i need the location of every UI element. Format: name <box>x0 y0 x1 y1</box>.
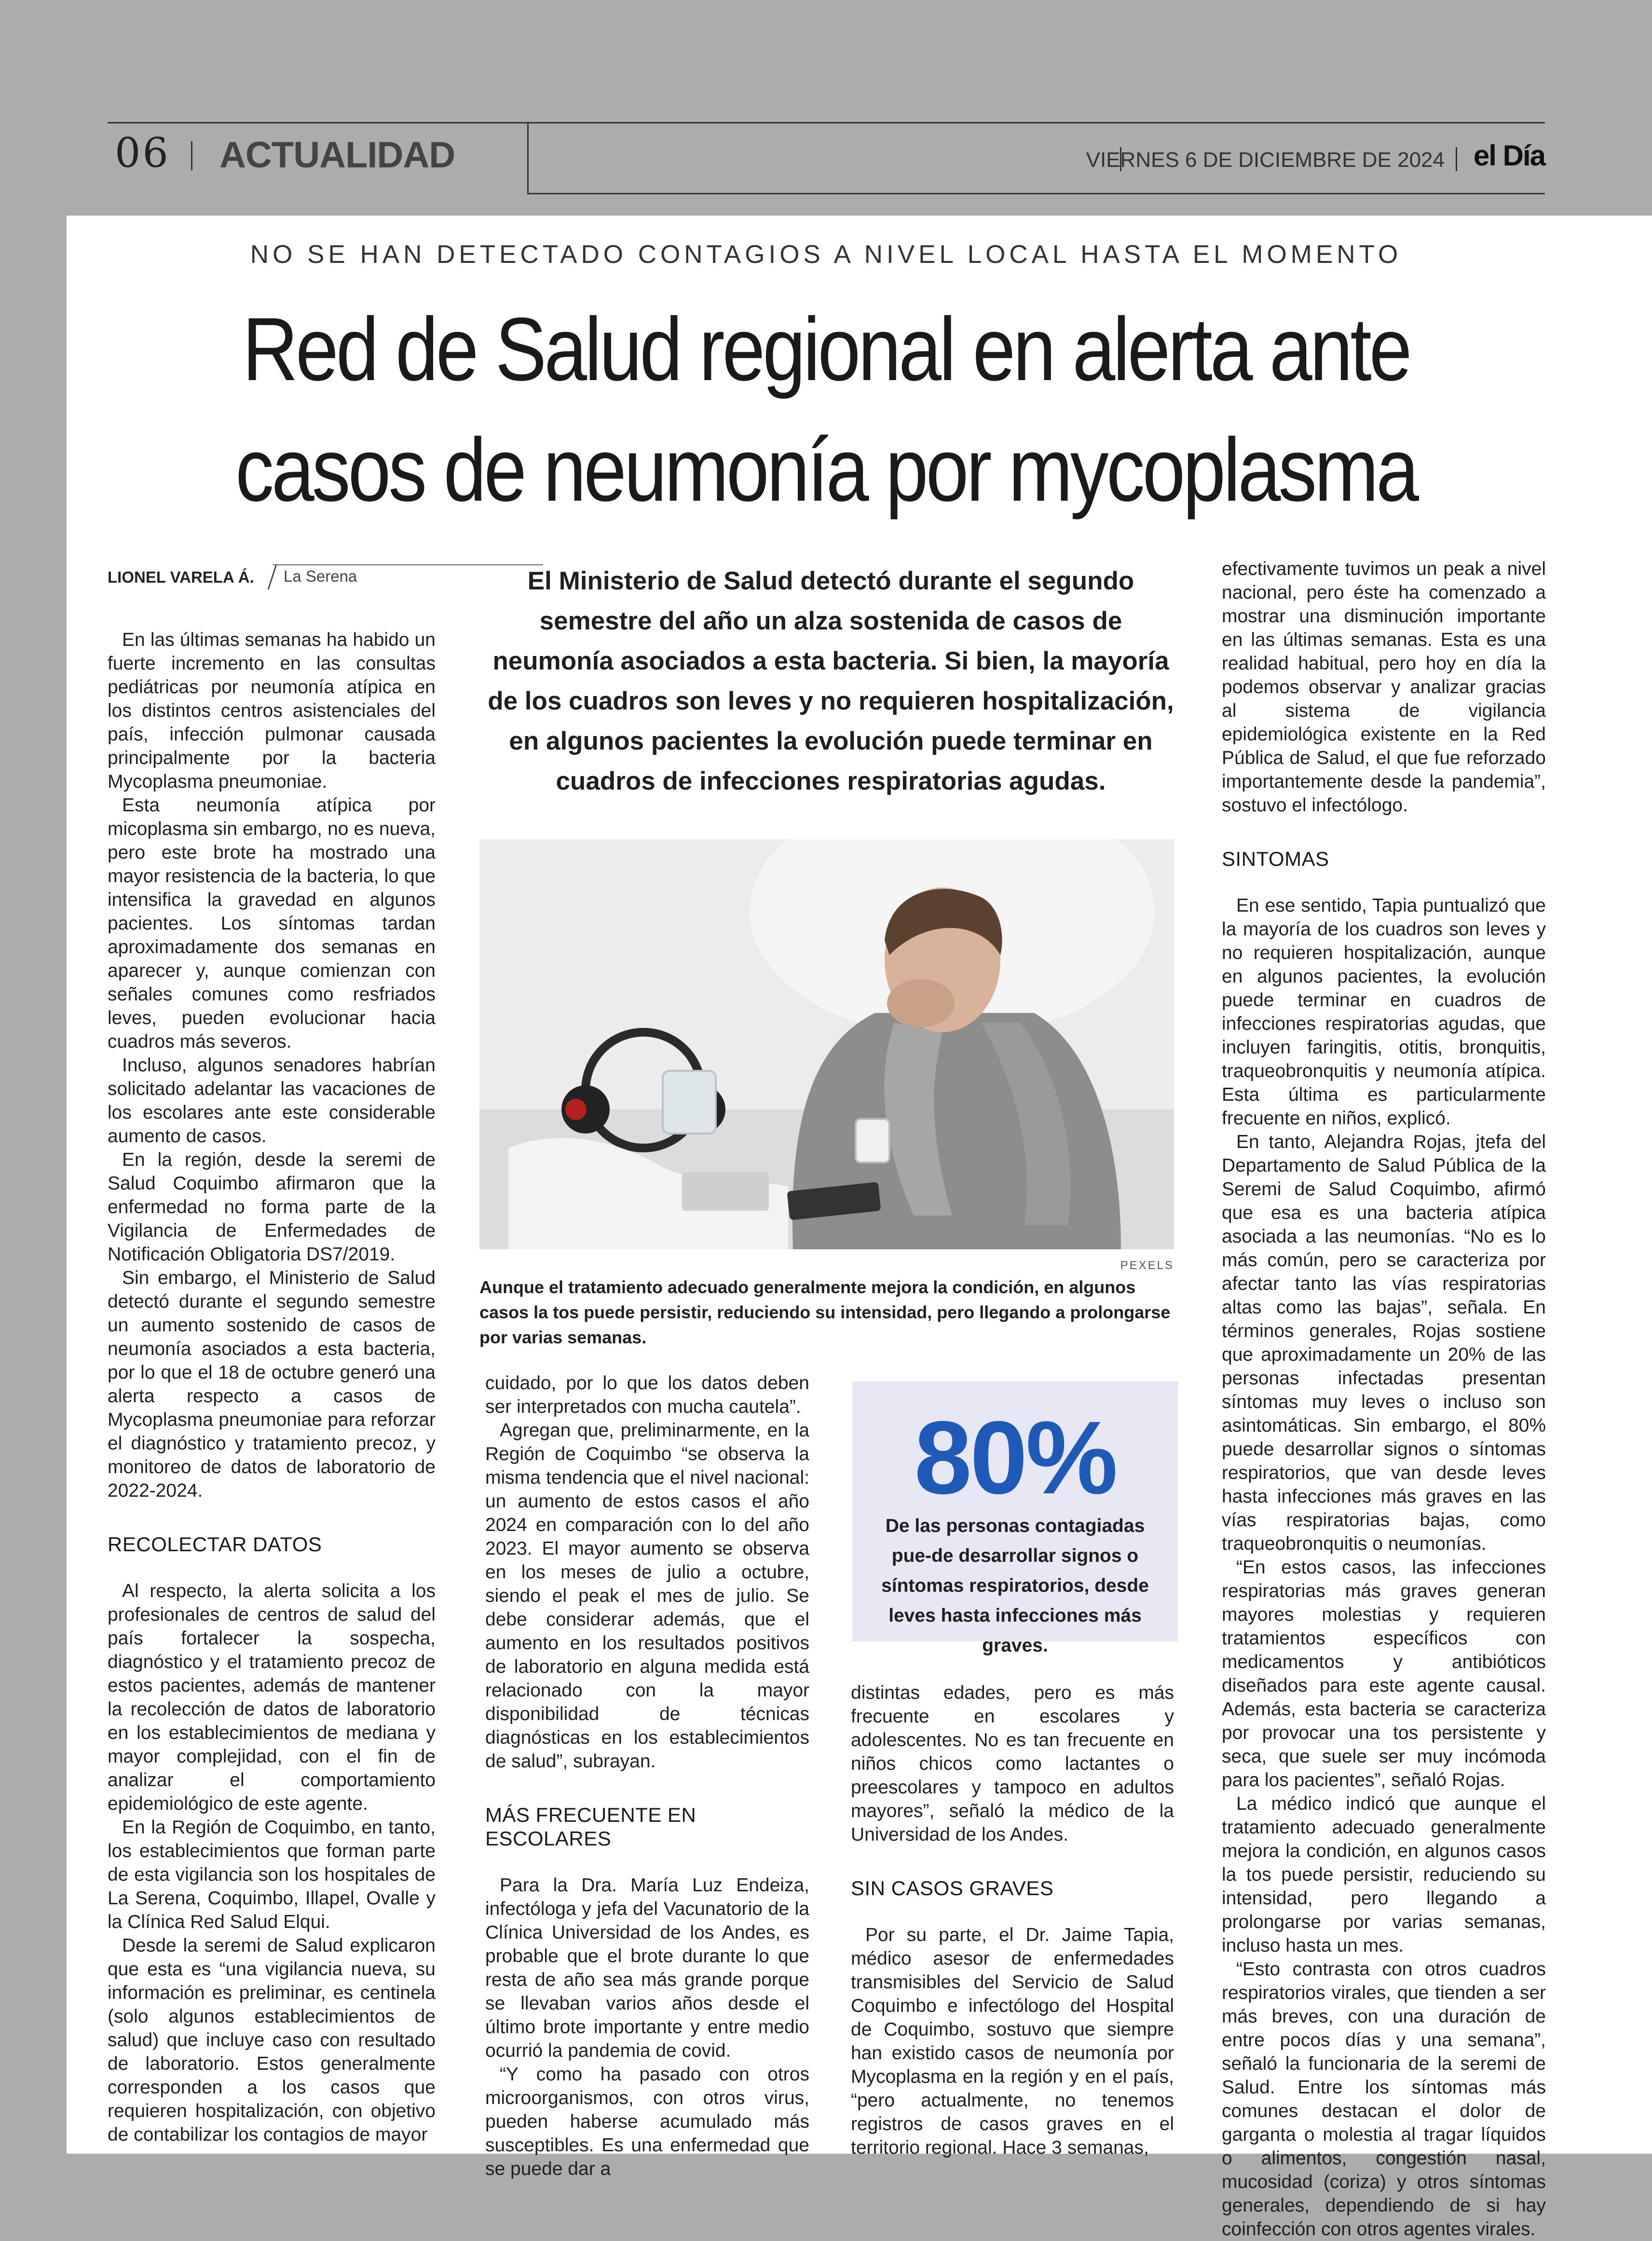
text-column-1 <box>108 628 436 2146</box>
byline-slash <box>268 564 277 589</box>
paragraph: En la Región de Coquimbo, en tanto, los establecimientos que forman parte de esta vigilancia son los hospitales de La Serena, Coquimbo, Illapel, Ovalle y la Clínica Red Salud Elqui. <box>108 1817 436 1932</box>
header-divider <box>527 122 529 194</box>
paragraph: Para la Dra. María Luz Endeiza, infectóloga y jefa del Vacunatorio de la Clínica Universidad de los Andes, es probable que el brote durante lo que resta de año sea más grande porque se llevaban varios años desde el último brote importante y entre medio ocurrió la pandemia de covid. <box>485 1875 809 2061</box>
paragraph: Al respecto, la alerta solicita a los profesionales de centros de salud del país fortalecer la sospecha, diagnóstico y el tratamiento precoz de estos pacientes, además de mantener la recolección de datos de laboratorio en los establecimientos de mediana y mayor complejidad, con el fin de analizar el comportamiento epidemiológico de este agente. <box>108 1581 436 1814</box>
paragraph: distintas edades, pero es más frecuente en escolares y adolescentes. No es tan frecuente en niños chicos como lactantes o preescolares y tampoco en adultos mayores”, señaló la médico de la Universidad de los Andes. <box>851 1682 1174 1845</box>
byline-place: La Serena <box>284 567 357 585</box>
paragraph: La médico indicó que aunque el tratamiento adecuado generalmente mejora la condición, en algunos casos la tos puede persistir, reduciendo su intensidad, pero llegando a prolongarse por varias semanas, incluso hasta un mes. <box>1222 1793 1546 1956</box>
text-column-4 <box>1222 557 1546 2241</box>
photo-credit: PEXELS <box>1120 1259 1174 1272</box>
photo-caption: Aunque el tratamiento adecuado generalmente mejora la condición, en algunos casos la tos puede persistir, reduciendo su intensidad, pero llegando a prolongarse por varias semanas. <box>479 1277 1171 1347</box>
paragraph: cuidado, por lo que los datos deben ser interpretados con mucha cautela”. <box>485 1373 809 1417</box>
text-column-2 <box>485 1371 809 2181</box>
stat-callout <box>852 1381 1178 1656</box>
sick-man-illustration <box>479 839 1174 1249</box>
paragraph: Esta neumonía atípica por micoplasma sin embargo, no es nueva, pero este brote ha mostrado una mayor resistencia de la bacteria, lo que intensifica la gravedad en algunos pacientes. Los síntomas tardan aproximadamente dos semanas en aparecer y, aunque comienzan con señales comunes como resfriados leves, pueden evolucionar hacia cuadros más severos. <box>108 795 436 1052</box>
header-top-rule <box>108 122 1545 123</box>
section-name: ACTUALIDAD <box>219 135 455 176</box>
header-sep-section <box>191 141 192 170</box>
subheading-sin-casos-graves: SIN CASOS GRAVES <box>851 1877 1054 1899</box>
page-number: 06 <box>115 129 170 177</box>
paragraph: Desde la seremi de Salud explicaron que esta es “una vigilancia nueva, su información es preliminar, es centinela (solo algunos establecimientos de salud) que incluye caso con resultado de laboratorio. Estos generalmente corresponden a los casos que requieren hospitalización, con objetivo de contabilizar los contagios de mayor <box>108 1935 436 2145</box>
issue-date: VIERNES 6 DE DICIEMBRE DE 2024 <box>1086 148 1445 172</box>
newspaper-logo: el Día <box>1473 139 1545 172</box>
subheading-mas-frecuente: MÁS FRECUENTE EN ESCOLARES <box>485 1804 696 1850</box>
header-sep-date-right <box>1456 147 1457 171</box>
subheading-recolectar-datos: RECOLECTAR DATOS <box>108 1533 322 1556</box>
paragraph: “Esto contrasta con otros cuadros respiratorios virales, que tienden a ser más breves, con una duración de entre pocos días y una semana”, señaló la funcionaria de la seremi de Salud. Entre los síntomas más comunes destacan el dolor de garganta o molestia al tragar líquidos o alimentos, congestión nasal, mucosidad (coriza) y otros síntomas generales, dependiendo de si hay coinfección con otros agentes virales. <box>1222 1959 1546 2240</box>
paragraph: “En estos casos, las infecciones respiratorias más graves generan mayores molestias y requieren tratamientos específicos con medicamentos y antibióticos diseñados para este agente causal. Además, esta bacteria se caracteriza por provocar una tos persistente y seca, que suele ser muy incómoda para los pacientes”, señaló Rojas. <box>1222 1557 1546 1790</box>
headline-line-1: Red de Salud regional en alerta ante <box>242 300 1410 399</box>
paragraph: “Y como ha pasado con otros microorganismos, con otros virus, pueden haberse acumulado más susceptibles. Es una enfermedad que se puede dar a <box>485 2064 809 2179</box>
paragraph: efectivamente tuvimos un peak a nivel nacional, pero éste ha comenzado a mostrar una disminución importante en las últimas semanas. Esta es una realidad habitual, pero hoy en día la podemos observar y analizar gracias al sistema de vigilancia epidemiológica existente en la Red Pública de Salud, el que fue reforzado importantemente desde la pandemia”, sostuvo el infectólogo. <box>1222 559 1546 816</box>
headline-line-2: casos de neumonía por mycoplasma <box>235 420 1417 520</box>
paragraph: Sin embargo, el Ministerio de Salud detectó durante el segundo semestre un aumento sostenido de casos de neumonía asociados a esta bacteria, por lo que el 18 de octubre generó una alerta respecto a casos de Mycoplasma pneumoniae para reforzar el diagnóstico y tratamiento precoz, y monitoreo de datos de laboratorio de 2022-2024. <box>108 1268 436 1501</box>
text-column-3 <box>851 1681 1174 2159</box>
paragraph: En la región, desde la seremi de Salud Coquimbo afirmaron que la enfermedad no forma parte de la Vigilancia de Enfermedades de Notificación Obligatoria DS7/2019. <box>108 1149 436 1265</box>
stat-value: 80% <box>914 1399 1116 1516</box>
stat-description: De las personas contagiadas pue-de desarrollar signos o síntomas respiratorios, desde leves hasta infecciones más graves. <box>881 1516 1149 1656</box>
paragraph: Por su parte, el Dr. Jaime Tapia, médico asesor de enfermedades transmisibles del Servicio de Salud Coquimbo e infectólogo del Hospital de Coquimbo, sostuvo que siempre han existido casos de neumonía por Mycoplasma en la región y en el país, “pero actualmente, no tenemos registros de casos graves en el territorio regional. Hace 3 semanas, <box>851 1925 1174 2158</box>
paragraph: En ese sentido, Tapia puntualizó que la mayoría de los cuadros son leves y no requieren hospitalización, aunque en algunos pacientes, la evolución puede terminar en cuadros de infecciones respiratorias agudas, que incluyen faringitis, otitis, bronquitis, traqueobronquitis y neumonía atípica. Esta última es particularmente frecuente en niños, explicó. <box>1222 895 1546 1129</box>
paragraph: Agregan que, preliminarmente, en la Región de Coquimbo “se observa la misma tendencia que el nivel nacional: un aumento de estos casos el año 2024 en comparación con lo del año 2023. El mayor aumento se observa en los meses de julio a octubre, siendo el peak el mes de julio. Se debe considerar además, que el aumento en los resultados positivos de laboratorio en alguna medida está relacionado con la mayor disponibilidad de técnicas diagnósticas en los establecimientos de salud”, subrayan. <box>485 1420 809 1772</box>
byline-author: LIONEL VARELA Á. <box>108 568 254 586</box>
article-headline <box>207 289 1445 531</box>
article-photo <box>479 839 1174 1249</box>
subheading-sintomas: SINTOMAS <box>1222 847 1329 870</box>
paragraph: En tanto, Alejandra Rojas, jtefa del Departamento de Salud Pública de la Seremi de Salud Coquimbo, afirmó que esa es una bacteria atípica asociada a las neumonías. “No es lo más común, pero se caracteriza por afectar tanto las vías respiratorias altas como las bajas”, señala. En términos generales, Rojas sostiene que aproximadamente un 20% de las personas infectadas presentan síntomas muy leves o incluso son asintomáticas. Sin embargo, el 80% puede desarrollar signos o síntomas respiratorios, que van desde leves hasta infecciones más graves en las vías respiratorias bajas, como traqueobronquitis o neumonías. <box>1222 1132 1546 1554</box>
byline <box>108 565 436 594</box>
article-lead: El Ministerio de Salud detectó durante el segundo semestre del año un alza sostenida de casos de neumonía asociados a esta bacteria. Si bien, la mayoría de los cuadros son leves y no requieren hospitalización, en algunos pacientes la evolución puede terminar en cuadros de infecciones respiratorias agudas. <box>488 567 1174 795</box>
paragraph: En las últimas semanas ha habido un fuerte incremento en las consultas pediátricas por neumonía atípica en los distintos centros asistenciales del país, infección pulmonar causada principalmente por la bacteria Mycoplasma pneumoniae. <box>108 629 436 792</box>
header-bottom-rule <box>528 193 1545 194</box>
page-header <box>0 0 1652 215</box>
article-kicker: NO SE HAN DETECTADO CONTAGIOS A NIVEL LOCAL HASTA EL MOMENTO <box>250 240 1402 269</box>
paragraph: Incluso, algunos senadores habrían solicitado adelantar las vacaciones de los escolares ante este considerable aumento de casos. <box>108 1055 436 1147</box>
